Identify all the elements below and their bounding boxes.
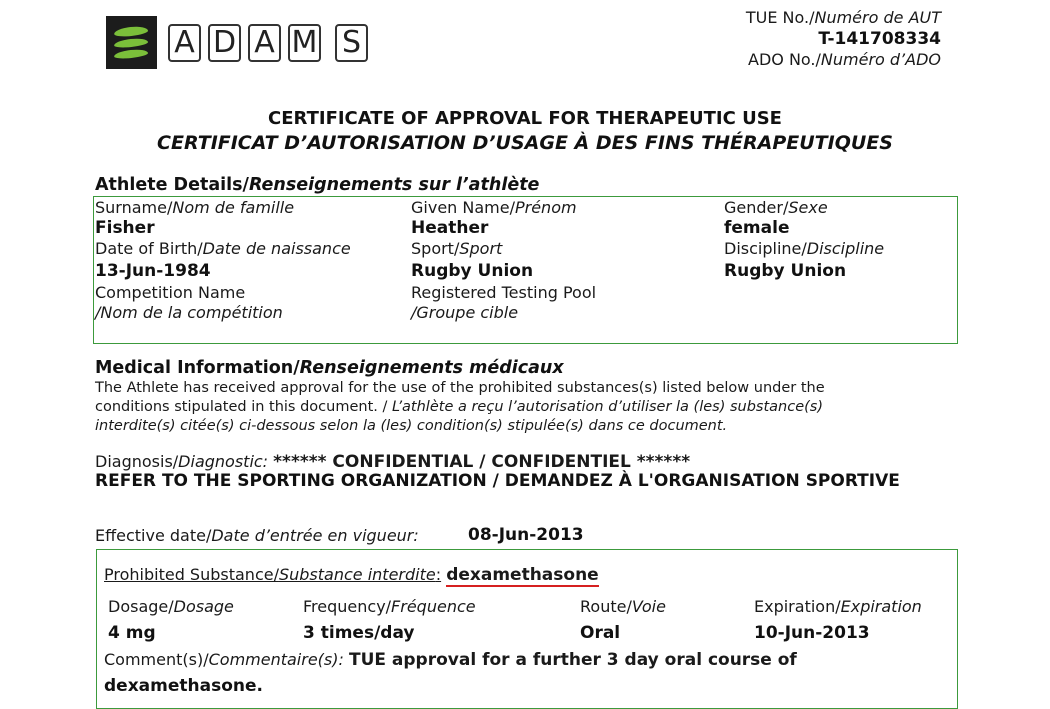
discipline-label: Discipline/Discipline <box>724 239 885 258</box>
logo-letter: A <box>168 24 201 62</box>
dob-label: Date of Birth/Date de naissance <box>95 239 351 258</box>
diagnosis-value: ****** CONFIDENTIAL / CONFIDENTIEL ****** <box>273 452 691 472</box>
expiration-value: 10-Jun-2013 <box>754 623 870 643</box>
logo-letter: S <box>335 24 368 62</box>
refer-notice: REFER TO THE SPORTING ORGANIZATION / DEMANDEZ À L'ORGANISATION SPORTIVE <box>95 471 900 491</box>
substance-value: dexamethasone <box>446 565 599 585</box>
discipline-value: Rugby Union <box>724 261 847 281</box>
gender-value: female <box>724 218 790 238</box>
testing-pool-label-fr: /Groupe cible <box>411 303 519 322</box>
sport-value: Rugby Union <box>411 261 534 281</box>
adams-logo-mark <box>106 16 157 69</box>
given-name-label: Given Name/Prénom <box>411 198 577 217</box>
surname-value: Fisher <box>95 218 155 238</box>
frequency-value: 3 times/day <box>303 623 415 643</box>
competition-name-label: Competition Name <box>95 283 246 302</box>
effective-date-value: 08-Jun-2013 <box>468 525 584 545</box>
effective-date-label: Effective date/Date d’entrée en vigueur: <box>95 526 419 545</box>
prohibited-substance-line: Prohibited Substance/Substance interdite: dexamethasone <box>104 565 599 585</box>
tue-number-value: T-141708334 <box>818 29 941 49</box>
dosage-value: 4 mg <box>108 623 156 643</box>
competition-name-label-fr: /Nom de la compétition <box>95 303 283 322</box>
logo-letter: M <box>288 24 321 62</box>
medical-info-heading: Medical Information/Renseignements médicaux <box>95 358 564 378</box>
dosage-label: Dosage/Dosage <box>108 597 234 616</box>
certificate-title-fr: CERTIFICAT D’AUTORISATION D’USAGE À DES FINS THÉRAPEUTIQUES <box>157 132 893 154</box>
comment-value-line2: dexamethasone. <box>104 676 263 696</box>
comment-line: Comment(s)/Commentaire(s): TUE approval for a further 3 day oral course of <box>104 650 797 670</box>
medical-text-line: interdite(s) citée(s) ci-dessous selon la (les) condition(s) stipulée(s) dans ce document. <box>95 418 728 434</box>
sport-label: Sport/Sport <box>411 239 503 258</box>
route-value: Oral <box>580 623 621 643</box>
surname-label: Surname/Nom de famille <box>95 198 295 217</box>
testing-pool-label: Registered Testing Pool <box>411 283 597 302</box>
medical-text-line: conditions stipulated in this document. / L’athlète a reçu l’autorisation d’utiliser la (les) substance(s) <box>95 399 824 415</box>
medical-text-line: The Athlete has received approval for the use of the prohibited substances(s) listed below under the <box>95 380 825 396</box>
comment-value: TUE approval for a further 3 day oral course of <box>348 650 797 670</box>
dob-value: 13-Jun-1984 <box>95 261 211 281</box>
athlete-details-heading: Athlete Details/Renseignements sur l’athlète <box>95 175 540 195</box>
route-label: Route/Voie <box>580 597 666 616</box>
certificate-title-en: CERTIFICATE OF APPROVAL FOR THERAPEUTIC USE <box>268 108 782 129</box>
diagnosis-line: Diagnosis/Diagnostic: ****** CONFIDENTIAL / CONFIDENTIEL ****** <box>95 452 691 472</box>
gender-label: Gender/Sexe <box>724 198 828 217</box>
ado-number-label: ADO No./Numéro d’ADO <box>748 50 941 69</box>
given-name-value: Heather <box>411 218 489 238</box>
expiration-label: Expiration/Expiration <box>754 597 922 616</box>
logo-letter: D <box>208 24 241 62</box>
frequency-label: Frequency/Fréquence <box>303 597 476 616</box>
logo-letter: A <box>248 24 281 62</box>
tue-number-label: TUE No./Numéro de AUT <box>745 8 941 27</box>
